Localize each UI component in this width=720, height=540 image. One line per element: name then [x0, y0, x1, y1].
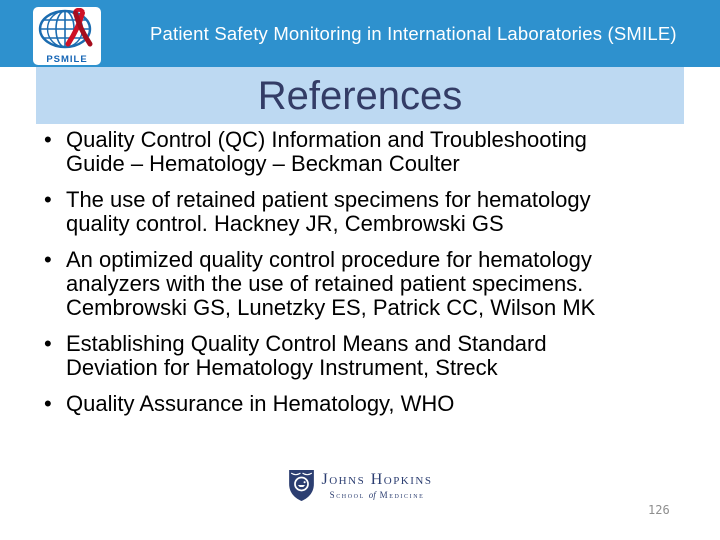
- jhu-school-line: [322, 491, 433, 500]
- bullet-text: Cembrowski GS, Lunetzky ES, Patrick CC, Wilson MK: [66, 295, 596, 320]
- psmile-logo: [33, 7, 101, 65]
- bullet-text: • Quality Assurance in Hematology, WHO: [66, 391, 455, 416]
- bullet-text: Deviation for Hematology Instrument, Streck: [66, 355, 498, 380]
- bullet-text: quality control. Hackney JR, Cembrowski GS: [66, 211, 504, 236]
- list-item: [43, 128, 668, 176]
- jhu-medicine-word: Medicine: [379, 490, 425, 500]
- bullet-text: • An optimized quality control procedure for hematology: [66, 247, 592, 272]
- header-title: Patient Safety Monitoring in International Laboratories (SMILE): [150, 22, 677, 44]
- bullet-text: Guide – Hematology – Beckman Coulter: [66, 151, 460, 176]
- bullet-text: • Establishing Quality Control Means and Standard: [66, 331, 547, 356]
- list-item: [43, 188, 668, 236]
- jhu-name: Johns Hopkins: [321, 471, 433, 488]
- list-item: [43, 248, 668, 320]
- title-band: [36, 67, 684, 124]
- jhu-logo: [0, 469, 720, 507]
- list-item: [43, 332, 668, 380]
- psmile-globe-icon: [38, 8, 96, 55]
- jhu-shield-icon: [288, 469, 315, 507]
- list-item: [43, 392, 668, 416]
- jhu-of-word: of: [368, 490, 376, 500]
- reference-list: [43, 128, 668, 428]
- slide-title: References: [257, 73, 463, 118]
- page-number: 126: [648, 503, 670, 517]
- bullet-text: analyzers with the use of retained patient specimens.: [66, 271, 584, 296]
- bullet-text: • Quality Control (QC) Information and Troubleshooting: [66, 127, 587, 152]
- bullet-text: • The use of retained patient specimens for hematology: [66, 187, 591, 212]
- header-bar: [0, 0, 720, 67]
- jhu-logo-text: [322, 469, 433, 500]
- psmile-logo-label: PSMILE: [46, 53, 88, 65]
- jhu-school-word: School: [329, 490, 365, 500]
